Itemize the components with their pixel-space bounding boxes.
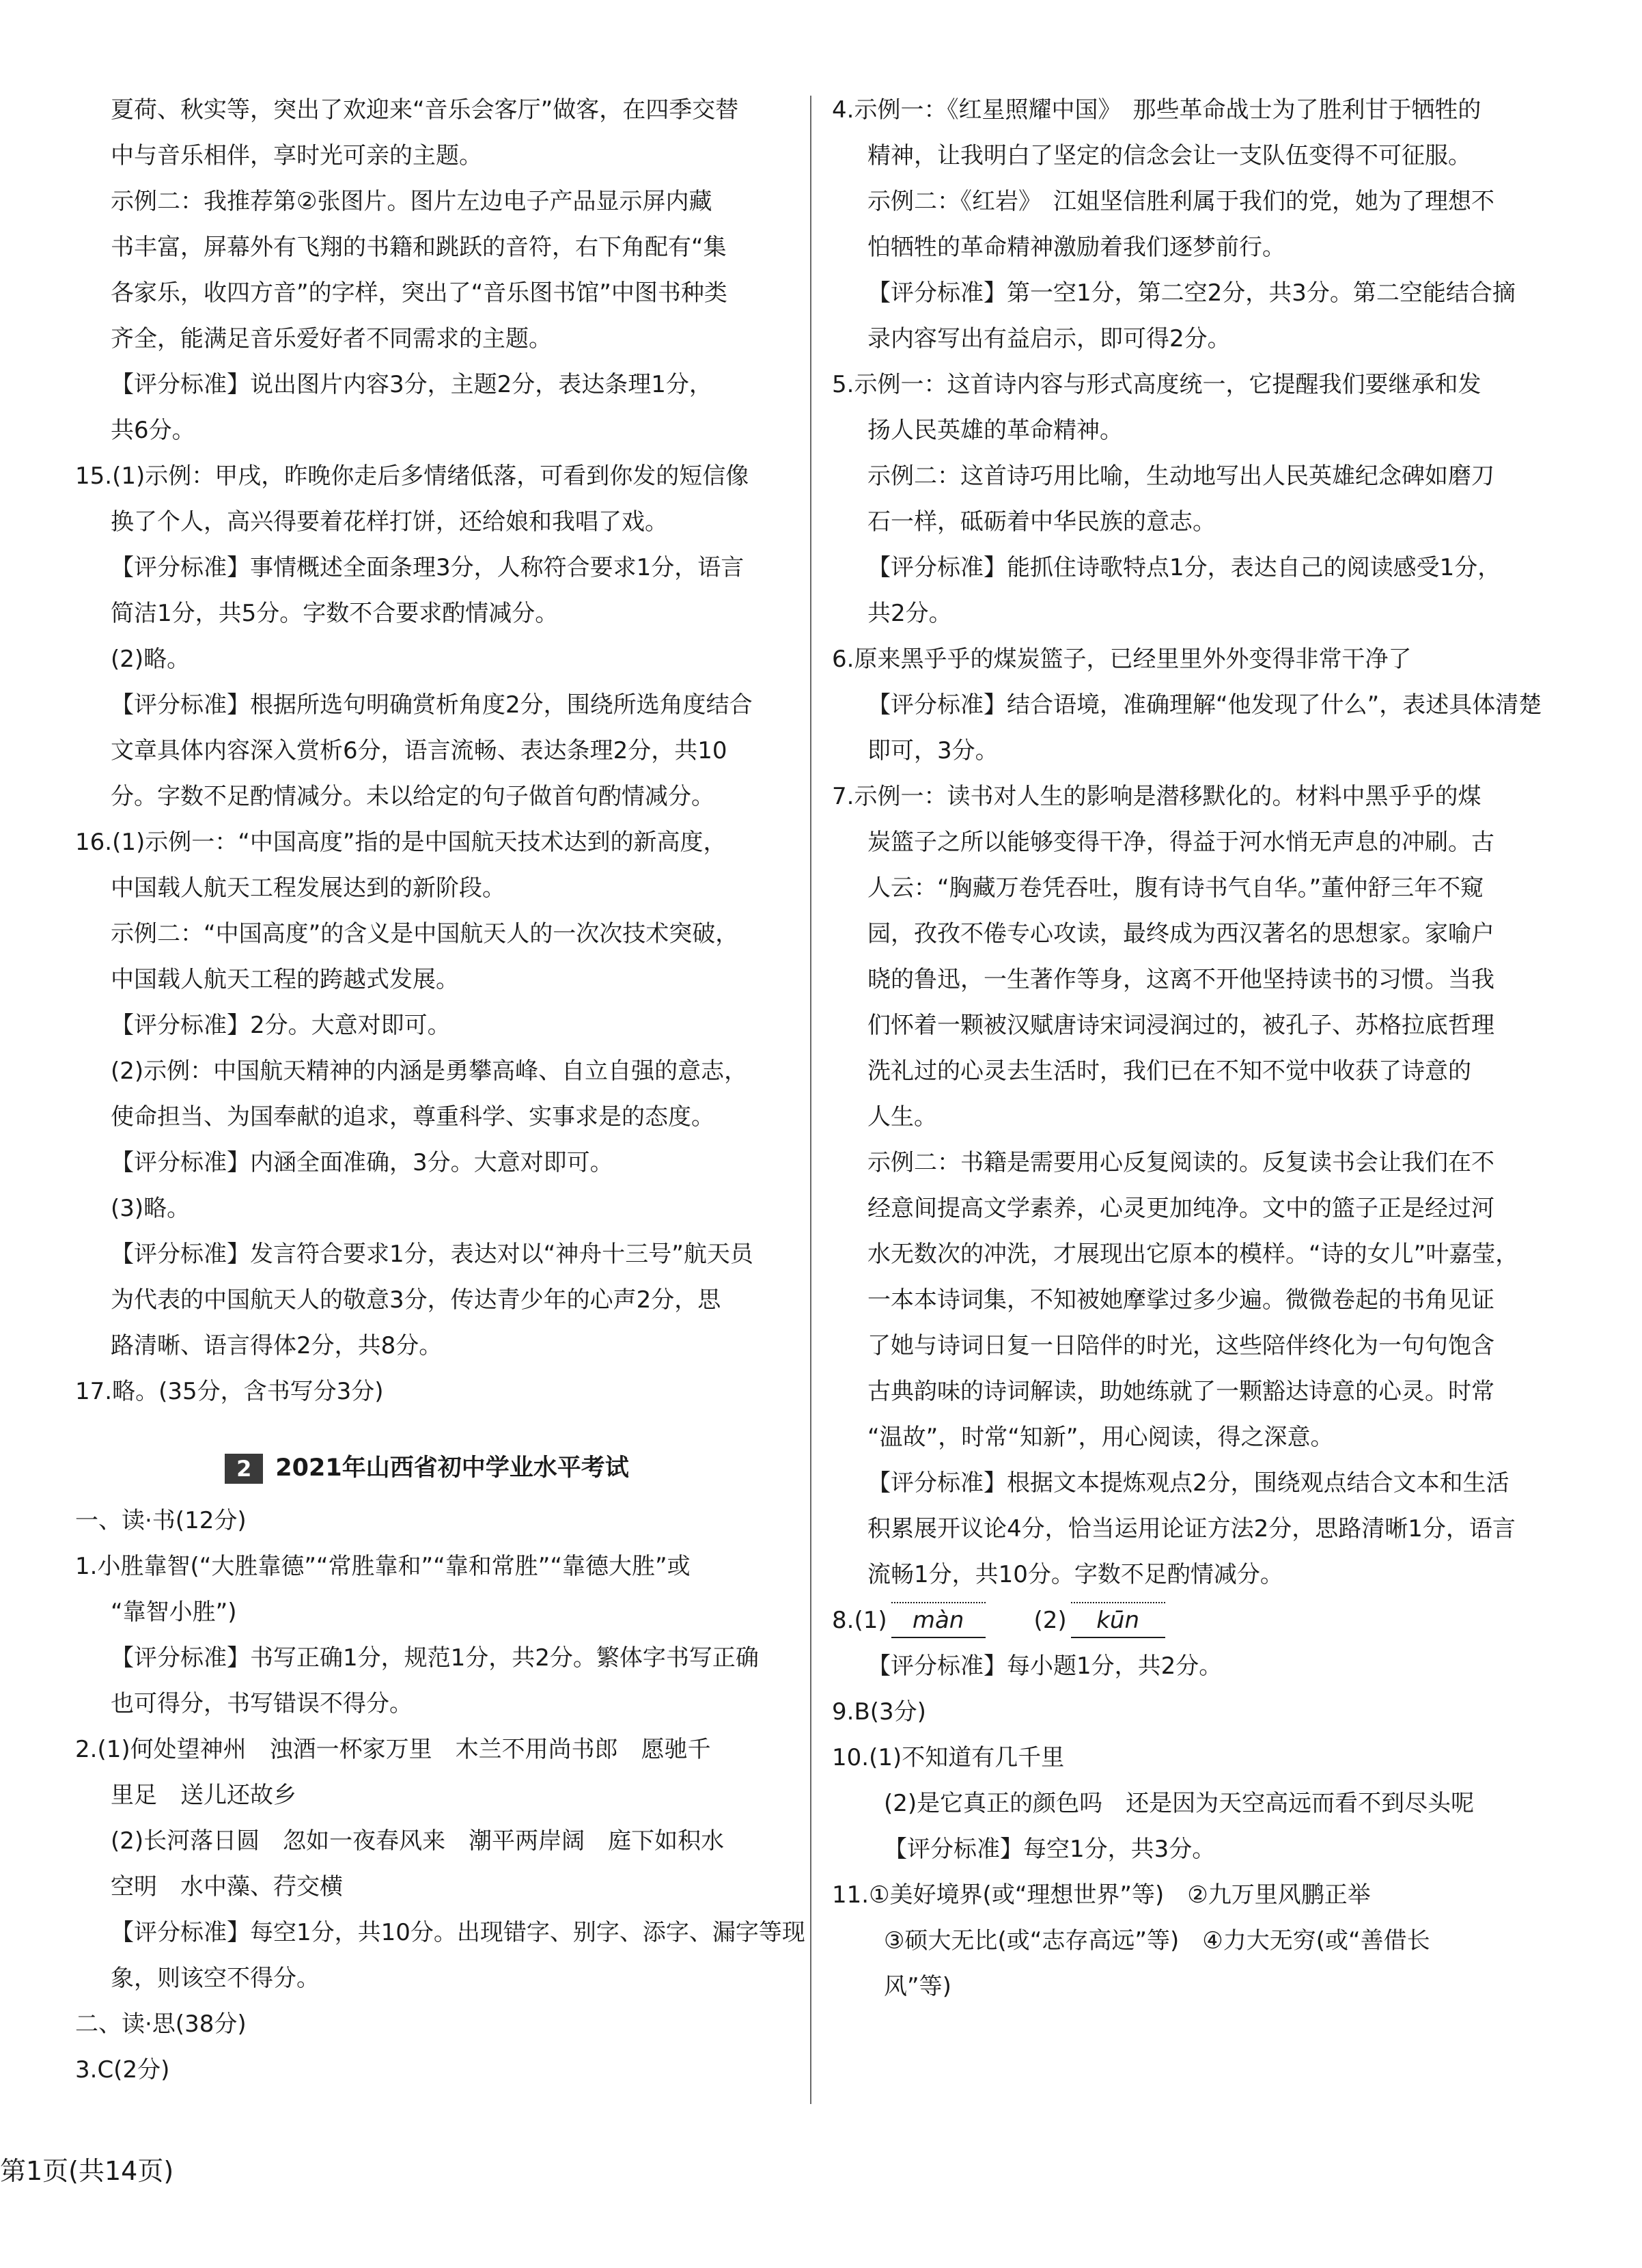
text-line: (2)示例：中国航天精神的内涵是勇攀高峰、自立自强的意志， [111,1057,748,1085]
text-line: 水无数次的冲洗，才展现出它原本的模样。“诗的女儿”叶嘉莹， [867,1241,1519,1268]
scoring-criteria: 【评分标准】发言符合要求1分，表达对以“神舟十三号”航天员 [111,1241,753,1268]
text-line: 中国载人航天工程的跨越式发展。 [111,966,459,993]
text-line: 园，孜孜不倦专心攻读，最终成为西汉著名的思想家。家喻户 [867,920,1494,948]
question-7: 7.示例一：读书对人生的影响是潜移默化的。材料中黑乎乎的煤 [832,783,1481,810]
text-line: 录内容写出有益启示，即可得2分。 [867,325,1231,352]
text-line: 简洁1分，共5分。字数不合要求酌情减分。 [111,600,559,627]
question-8 [832,1598,1531,1644]
text-line: 怕牺牲的革命精神激励着我们逐梦前行。 [867,234,1285,261]
text-line: ③硕大无比(或“志存高远”等) ④力大无穷(或“善借长 [884,1927,1430,1954]
text-line: 一本本诗词集，不知被她摩挲过多少遍。微微卷起的书角见证 [867,1286,1494,1314]
scoring-criteria: 【评分标准】每空1分，共3分。 [884,1836,1216,1863]
question-16: 16.(1)示例一：“中国高度”指的是中国航天技术达到的新高度， [75,829,727,856]
text-line: (2)略。 [111,646,191,673]
question-10: 10.(1)不知道有几千里 [832,1744,1065,1771]
text-line: “温故”，时常“知新”，用心阅读，得之深意。 [867,1424,1334,1451]
text-line: 示例二：“中国高度”的含义是中国航天人的一次次技术突破， [111,920,739,948]
text-line: 风”等) [884,1973,951,2000]
question-2: 2.(1)何处望神州 浊酒一杯家万里 木兰不用尚书郎 愿驰千 [75,1736,711,1763]
text-line: 人生。 [867,1103,937,1131]
text-line: 经意间提高文学素养，心灵更加纯净。文中的篮子正是经过河 [867,1195,1494,1222]
scoring-criteria: 【评分标准】根据所选句明确赏析角度2分，围绕所选角度结合 [111,691,753,719]
text-line: 即可，3分。 [867,737,999,764]
scoring-criteria: 【评分标准】2分。大意对即可。 [111,1012,451,1039]
text-line: 流畅1分，共10分。字数不足酌情减分。 [867,1561,1283,1588]
text-line: 使命担当、为国奉献的追求，尊重科学、实事求是的态度。 [111,1103,714,1131]
text-line: 路清晰、语言得体2分，共8分。 [111,1332,443,1359]
part-heading: 一、读·书(12分) [75,1507,247,1534]
scoring-criteria: 【评分标准】内涵全面准确，3分。大意对即可。 [111,1149,613,1176]
text-line: 里足 送儿还故乡 [111,1782,296,1809]
text-line: 各家乐，收四方音”的字样，突出了“音乐图书馆”中图书种类 [111,279,727,307]
text-line: 洗礼过的心灵去生活时，我们已在不知不觉中收获了诗意的 [867,1057,1471,1085]
text-line: (2)长河落日圆 忽如一夜春风来 潮平两岸阔 庭下如积水 [111,1827,725,1855]
text-line: 炭篮子之所以能够变得干净，得益于河水悄无声息的冲刷。古 [867,829,1494,856]
scoring-criteria: 【评分标准】结合语境，准确理解“他发现了什么”，表述具体清楚 [867,691,1542,719]
question-1: 1.小胜靠智(“大胜靠德”“常胜靠和”“靠和常胜”“靠德大胜”或 [75,1553,691,1580]
text-line: 扬人民英雄的革命精神。 [867,417,1123,444]
scoring-criteria: 【评分标准】每空1分，共10分。出现错字、别字、添字、漏字等现 [111,1919,805,1946]
scoring-criteria: 【评分标准】事情概述全面条理3分，人称符合要求1分，语言 [111,554,745,581]
q8-part2-label: (2) [1033,1607,1067,1634]
text-line: (2)是它真正的颜色吗 还是因为天空高远而看不到尽头呢 [884,1790,1475,1817]
text-line: 人云：“胸藏万卷凭吞吐，腹有诗书气自华。”董仲舒三年不窥 [867,874,1484,902]
text-line: 积累展开议论4分，恰当运用论证方法2分，思路清晰1分，语言 [867,1515,1516,1543]
section-title [75,1446,779,1490]
text-line: 们怀着一颗被汉赋唐诗宋词浸润过的，被孔子、苏格拉底哲理 [867,1012,1494,1039]
text-line: 石一样，砥砺着中华民族的意志。 [867,508,1216,536]
right-column [832,87,1542,2010]
scoring-criteria: 【评分标准】每小题1分，共2分。 [867,1652,1223,1680]
left-column [75,87,805,2093]
page-number: 第1页(共14页) [0,2156,174,2186]
question-9: 9.B(3分) [832,1698,926,1726]
text-line: 精神，让我明白了坚定的信念会让一支队伍变得不可征服。 [867,142,1471,169]
question-17: 17.略。(35分，含书写分3分) [75,1378,384,1405]
text-line: 换了个人，高兴得要着花样打饼，还给娘和我唱了戏。 [111,508,668,536]
text-line: 中国载人航天工程发展达到的新阶段。 [111,874,505,902]
text-line: 共6分。 [111,417,195,444]
text-line: 文章具体内容深入赏析6分，语言流畅、表达条理2分，共10 [111,737,727,764]
text-line: 了她与诗词日复一日陪伴的时光，这些陪伴终化为一句句饱含 [867,1332,1494,1359]
part-heading: 二、读·思(38分) [75,2010,247,2038]
text-line: 古典韵味的诗词解读，助她练就了一颗豁达诗意的心灵。时常 [867,1378,1494,1405]
question-4: 4.示例一：《红星照耀中国》 那些革命战士为了胜利甘于牺牲的 [832,96,1481,124]
text-line: 示例二：书籍是需要用心反复阅读的。反复读书会让我们在不 [867,1149,1494,1176]
text-line: 空明 水中藻、荇交横 [111,1873,343,1900]
scoring-criteria: 【评分标准】第一空1分，第二空2分，共3分。第二空能结合摘 [867,279,1516,307]
column-divider [810,96,811,2104]
pinyin-answer-1: màn [887,1598,990,1644]
text-line: 共2分。 [867,600,952,627]
pinyin-answer-2: kūn [1067,1598,1169,1644]
text-line: 分。字数不足酌情减分。未以给定的句子做首句酌情减分。 [111,783,714,810]
text-line: 中与音乐相伴，享时光可亲的主题。 [111,142,482,169]
section-number-badge: 2 [225,1454,263,1484]
text-line: 齐全，能满足音乐爱好者不同需求的主题。 [111,325,552,352]
text-line: 为代表的中国航天人的敬意3分，传达青少年的心声2分，思 [111,1286,721,1314]
text-line: 夏荷、秋实等，突出了欢迎来“音乐会客厅”做客，在四季交替 [111,96,739,124]
text-line: 晓的鲁迅，一生著作等身，这离不开他坚持读书的习惯。当我 [867,966,1494,993]
text-line: 示例二：《红岩》 江姐坚信胜利属于我们的党，她为了理想不 [867,188,1494,215]
text-line: 示例二：这首诗巧用比喻，生动地写出人民英雄纪念碑如磨刀 [867,462,1494,490]
text-line: (3)略。 [111,1195,191,1222]
question-3: 3.C(2分) [75,2056,170,2084]
question-11: 11.①美好境界(或“理想世界”等) ②九万里风鹏正举 [832,1881,1371,1909]
text-line: “靠智小胜”) [111,1599,237,1626]
text-line: 象，则该空不得分。 [111,1965,320,1992]
question-6: 6.原来黑乎乎的煤炭篮子，已经里里外外变得非常干净了 [832,646,1412,673]
scoring-criteria: 【评分标准】能抓住诗歌特点1分，表达自己的阅读感受1分， [867,554,1501,581]
text-line: 示例二：我推荐第②张图片。图片左边电子产品显示屏内藏 [111,188,712,215]
scoring-criteria: 【评分标准】说出图片内容3分，主题2分，表达条理1分， [111,371,712,398]
question-15: 15.(1)示例：甲戌，昨晚你走后多情绪低落，可看到你发的短信像 [75,462,749,490]
text-line: 书丰富，屏幕外有飞翔的书籍和跳跃的音符，右下角配有“集 [111,234,727,261]
section-title-text: 2021年山西省初中学业水平考试 [275,1454,629,1482]
scoring-criteria: 【评分标准】根据文本提炼观点2分，围绕观点结合文本和生活 [867,1469,1509,1497]
scoring-criteria: 【评分标准】书写正确1分，规范1分，共2分。繁体字书写正确 [111,1644,759,1672]
text-line: 也可得分，书写错误不得分。 [111,1690,413,1717]
q8-part1-label: 8.(1) [832,1607,887,1634]
question-5: 5.示例一：这首诗内容与形式高度统一，它提醒我们要继承和发 [832,371,1481,398]
